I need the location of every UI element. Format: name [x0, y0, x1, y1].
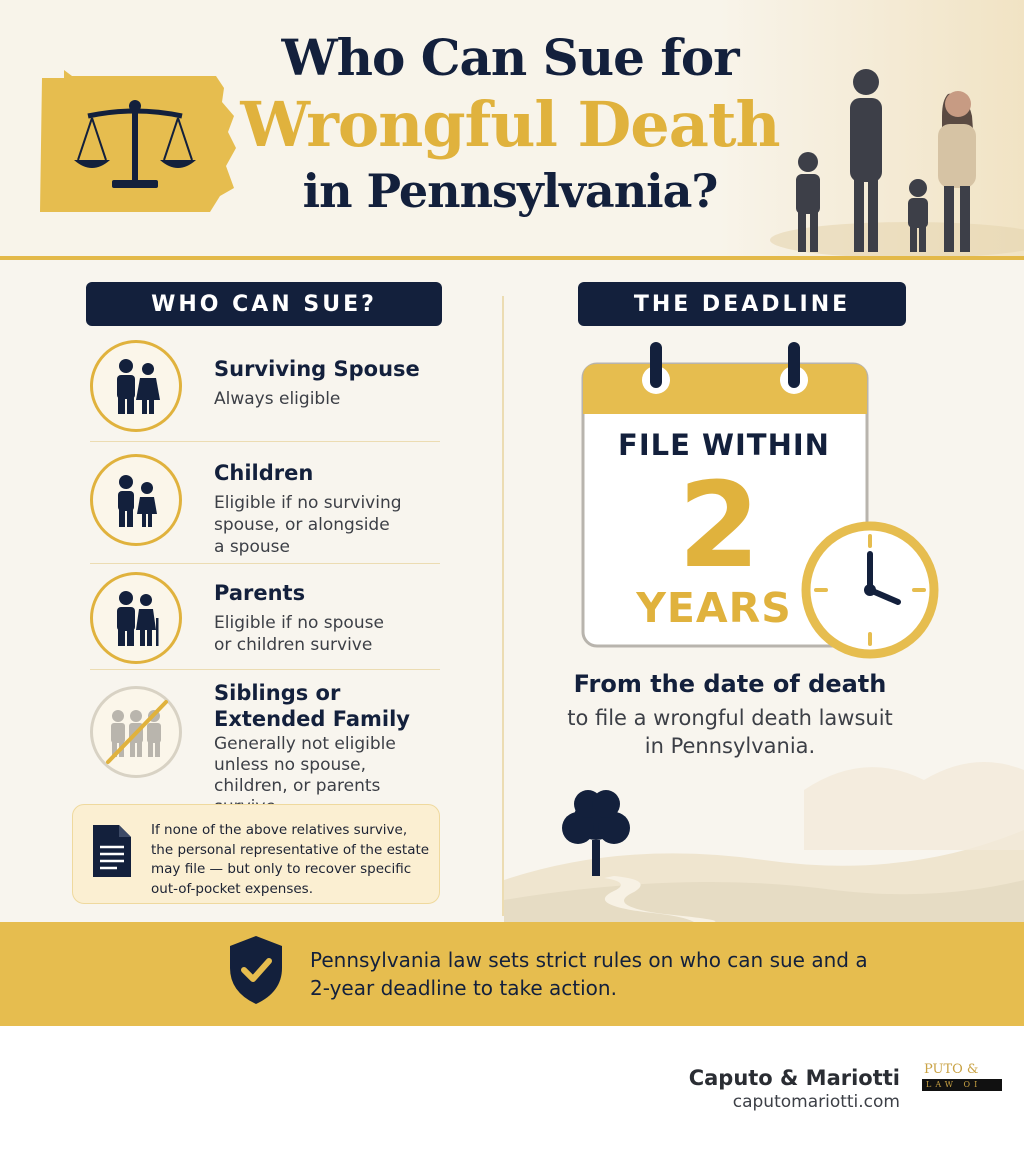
- header: [0, 0, 1024, 258]
- parents-icon: [90, 572, 182, 664]
- item-title: Surviving Spouse: [214, 357, 420, 381]
- document-icon: [91, 823, 133, 879]
- landscape-tree-illustration: [504, 730, 1024, 922]
- deadline-number: 2: [677, 456, 761, 594]
- item-title: Siblings or Extended Family: [214, 681, 410, 731]
- brand-name: Caputo & Mariotti: [688, 1066, 900, 1090]
- list-item: [90, 670, 440, 800]
- file-within-label: FILE WITHIN: [618, 428, 830, 462]
- deadline-unit: YEARS: [636, 584, 792, 632]
- eligible-relatives-list: [90, 340, 440, 800]
- children-icon: [90, 454, 182, 546]
- shield-check-icon: [226, 934, 286, 1006]
- deadline-heading: THE DEADLINE: [578, 282, 906, 326]
- title-line-1: Who Can Sue for: [281, 28, 739, 87]
- logo-bar-text: LAW OI: [922, 1079, 1002, 1091]
- who-can-sue-heading: WHO CAN SUE?: [86, 282, 442, 326]
- deadline-sub-text: to file a wrongful death lawsuit in Pennsylvania.: [567, 706, 893, 758]
- family-silhouette-icon: [760, 60, 1024, 256]
- extended-family-crossed-icon: [90, 686, 182, 778]
- title-line-2: Wrongful Death: [240, 88, 780, 161]
- logo-top-text: PUTO &: [924, 1062, 979, 1077]
- item-description: Always eligible: [214, 389, 341, 409]
- list-item: [90, 340, 440, 442]
- deadline-main-text: From the date of death: [573, 670, 887, 698]
- item-description: Eligible if no surviving spouse, or alongside a spouse: [214, 493, 402, 557]
- estate-note-text: If none of the above relatives survive, the personal representative of the estate may file — but only to recover specific out-of-pocket expenses.: [151, 822, 430, 897]
- list-item: [90, 564, 440, 670]
- page-title: [200, 26, 820, 222]
- list-item: [90, 442, 440, 564]
- firm-logo: [922, 1062, 1002, 1092]
- item-description: Eligible if no spouse or children survive: [214, 613, 384, 655]
- footer: [0, 1026, 1024, 1154]
- brand-url[interactable]: caputomariotti.com: [732, 1092, 900, 1112]
- summary-banner-text: Pennsylvania law sets strict rules on who can sue and a 2-year deadline to take action.: [310, 948, 868, 1000]
- item-title: Parents: [214, 581, 306, 605]
- item-title: Children: [214, 461, 314, 485]
- item-description: Generally not eligible unless no spouse, children, or parents: [214, 734, 396, 796]
- header-divider: [0, 256, 1024, 260]
- title-line-3: in Pennsylvania?: [302, 164, 718, 218]
- estate-note: [72, 804, 440, 904]
- couple-icon: [90, 340, 182, 432]
- clock-icon: [800, 520, 940, 660]
